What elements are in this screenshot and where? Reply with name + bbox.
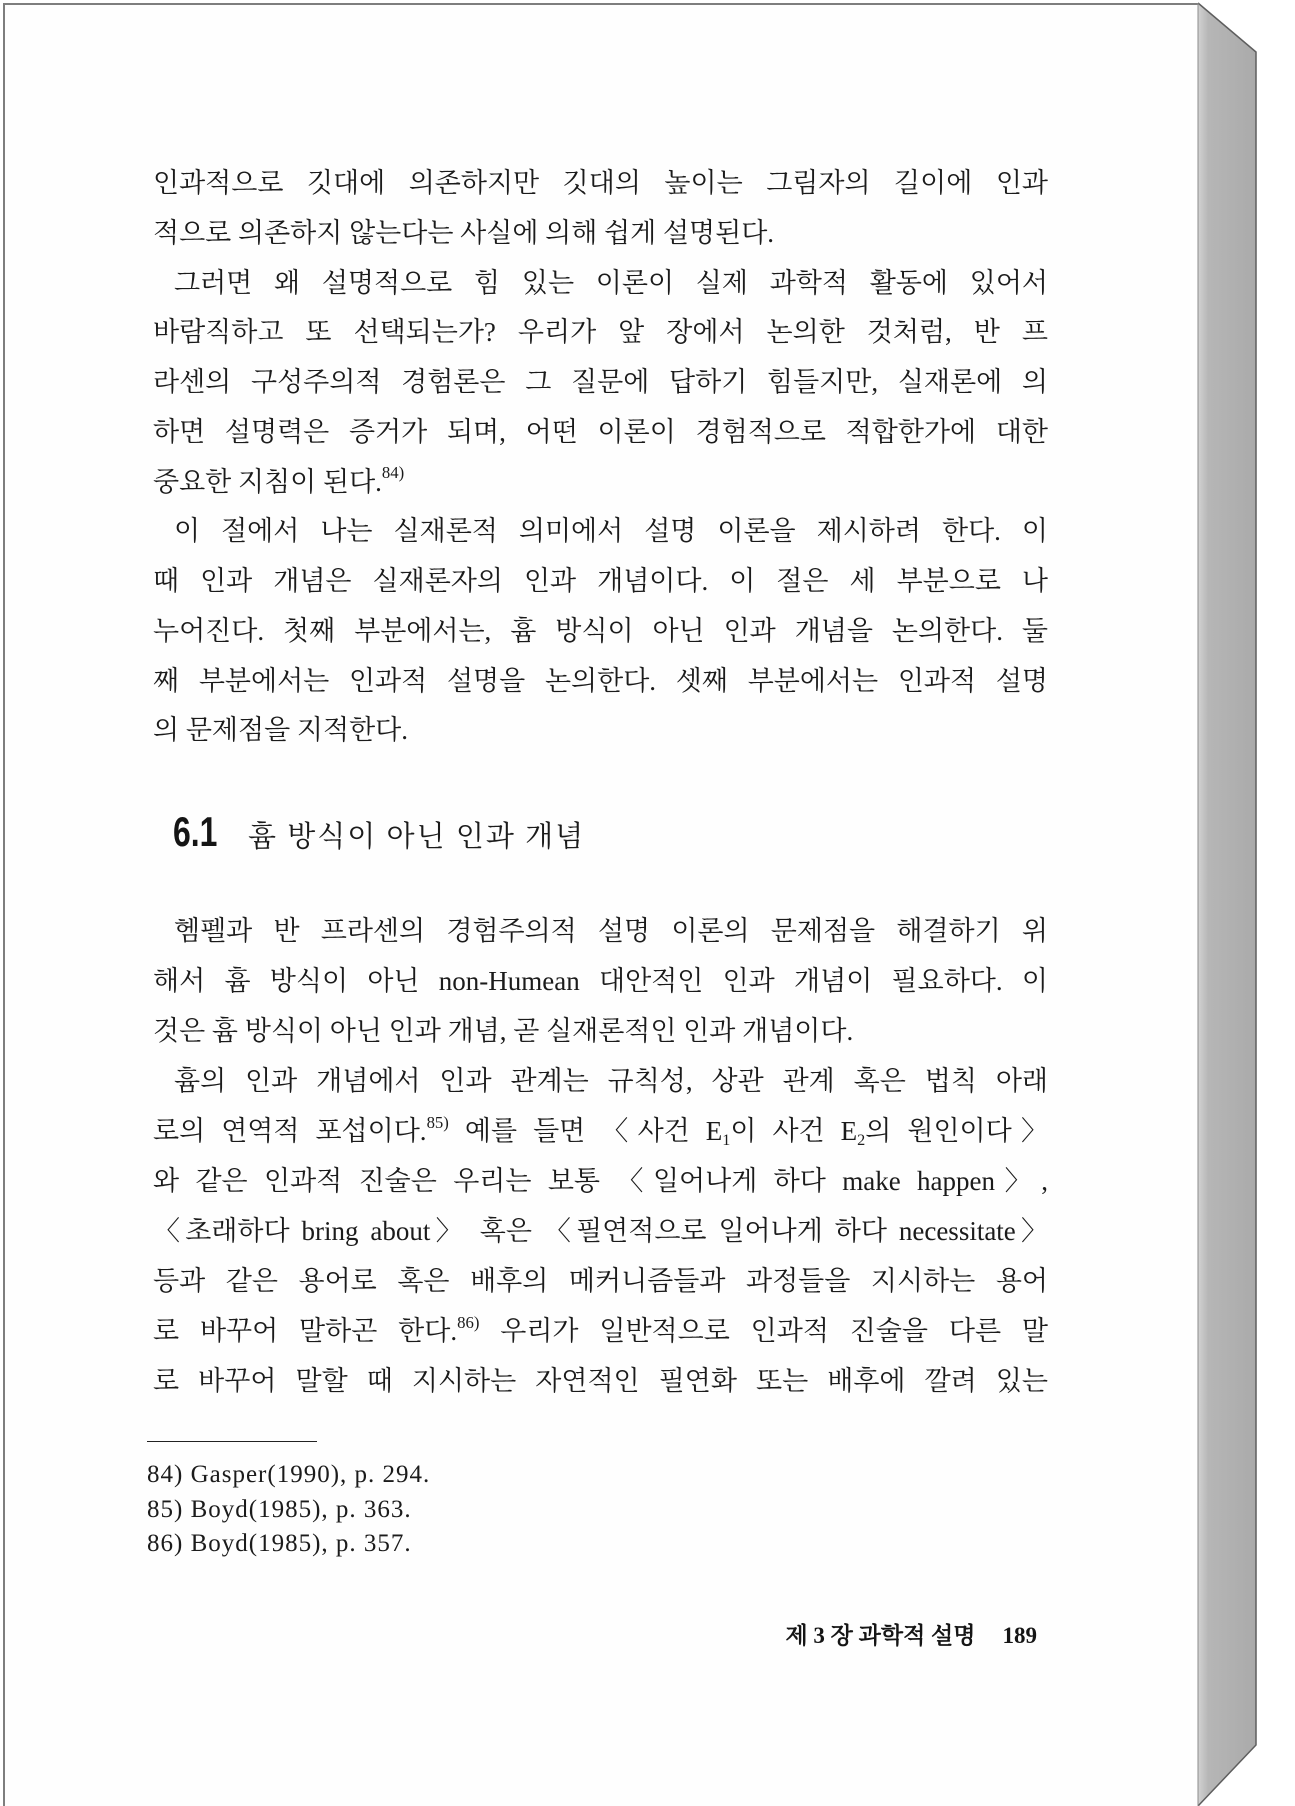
text-line: 등과 같은 용어로 혹은 배후의 메커니즘들과 과정들을 지시하는 용어: [153, 1266, 1048, 1296]
text-segment: 이 사건 E: [730, 1116, 858, 1146]
intro-text: [153, 159, 1048, 756]
text-line: 적으로 의존하지 않는다는 사실에 의해 쉽게 설명된다.: [153, 217, 775, 248]
text-line: 라센의 구성주의적 경험론은 그 질문에 답하기 힘들지만, 실재론에 의: [153, 367, 1048, 397]
text-segment: 우리가 일반적으로 인과적 진술을 다른 말: [479, 1316, 1048, 1346]
text-line: [153, 1306, 1048, 1356]
text-line: 의 문제점을 지적한다.: [153, 715, 408, 746]
text-line: 것은 흄 방식이 아닌 인과 개념, 곧 실재론적인 인과 개념이다.: [153, 1016, 854, 1046]
paragraph: [153, 507, 1048, 756]
text-line: 바람직하고 또 선택되는가? 우리가 앞 장에서 논의한 것처럼, 반 프: [153, 317, 1048, 348]
footnote: [147, 1458, 430, 1493]
text-line: 로 바꾸어 말할 때 지시하는 자연적인 필연화 또는 배후에 깔려 있는: [153, 1366, 1048, 1396]
chapter-title: 제 3 장 과학적 설명: [785, 1623, 976, 1648]
section-text: [153, 906, 1048, 1406]
text-line: 째 부분에서는 인과적 설명을 논의한다. 셋째 부분에서는 인과적 설명: [153, 665, 1048, 696]
text-line: 그러면 왜 설명적으로 힘 있는 이론이 실제 과학적 활동에 있어서: [174, 267, 1048, 298]
footnote-number: 84): [147, 1461, 184, 1488]
text-line: 누어진다. 첫째 부분에서는, 흄 방식이 아닌 인과 개념을 논의한다. 둘: [153, 615, 1048, 646]
text-line: [153, 1106, 1048, 1156]
footnote-ref: 84): [381, 463, 405, 483]
section-title: 흄 방식이 아닌 인과 개념: [248, 821, 586, 853]
footnote-ref: 86): [457, 1312, 480, 1332]
text-line: 해서 흄 방식이 아닌 non-Humean 대안적인 인과 개념이 필요하다. 이: [153, 966, 1048, 996]
page-number: 189: [1002, 1623, 1037, 1648]
text-segment: 로 바꾸어 말하곤 한다.: [153, 1316, 458, 1346]
footnote-text: Boyd(1985), p. 357.: [190, 1530, 412, 1557]
section-number: 6.1: [173, 808, 218, 855]
text-line: 하면 설명력은 증거가 되며, 어떤 이론이 경험적으로 적합한가에 대한: [153, 416, 1048, 447]
footnote-divider: [147, 1441, 317, 1442]
footnote-text: Gasper(1990), p. 294.: [190, 1461, 431, 1488]
footnote: [147, 1527, 430, 1562]
footnotes: [147, 1458, 430, 1562]
text-line: 인과적으로 깃대에 의존하지만 깃대의 높이는 그림자의 길이에 인과: [153, 168, 1048, 198]
text-line: 와 같은 인과적 진술은 우리는 보통 〈일어나게 하다 make happen〉,: [153, 1166, 1048, 1196]
footnote-text: Boyd(1985), p. 363.: [190, 1495, 412, 1523]
text-line: 헴펠과 반 프라센의 경험주의적 설명 이론의 문제점을 해결하기 위: [174, 916, 1048, 946]
text-segment: 예를 들면 〈사건 E: [448, 1116, 723, 1146]
subscript: 1: [722, 1130, 731, 1149]
footnote-ref: 85): [426, 1112, 449, 1132]
footnote-number: 86): [147, 1530, 184, 1557]
text-segment: 의 원인이다〉: [865, 1116, 1048, 1146]
text-line: 흄의 인과 개념에서 인과 관계는 규칙성, 상관 관계 혹은 법칙 아래: [174, 1066, 1048, 1096]
text-line: 때 인과 개념은 실재론자의 인과 개념이다. 이 절은 세 부분으로 나: [153, 566, 1048, 596]
page-stack-edge: [1196, 0, 1260, 1806]
text-line: 〈초래하다 bring about〉 혹은 〈필연적으로 일어나게 하다 necessitate〉: [153, 1216, 1048, 1246]
running-footer: [785, 1620, 1037, 1652]
text-line: [153, 458, 1048, 508]
paragraph: [153, 1056, 1048, 1406]
subscript: 2: [857, 1130, 866, 1149]
text-line: 이 절에서 나는 실재론적 의미에서 설명 이론을 제시하려 한다. 이: [174, 516, 1048, 547]
text-segment: 중요한 지침이 된다.: [153, 466, 382, 497]
paragraph: [153, 906, 1048, 1056]
section-heading: [173, 808, 585, 856]
text-segment: 로의 연역적 포섭이다.: [153, 1116, 427, 1146]
paragraph: [153, 259, 1048, 508]
paragraph: [153, 159, 1048, 259]
footnote: [147, 1493, 430, 1528]
footnote-number: 85): [147, 1495, 184, 1523]
edge-face: [1198, 3, 1256, 1806]
